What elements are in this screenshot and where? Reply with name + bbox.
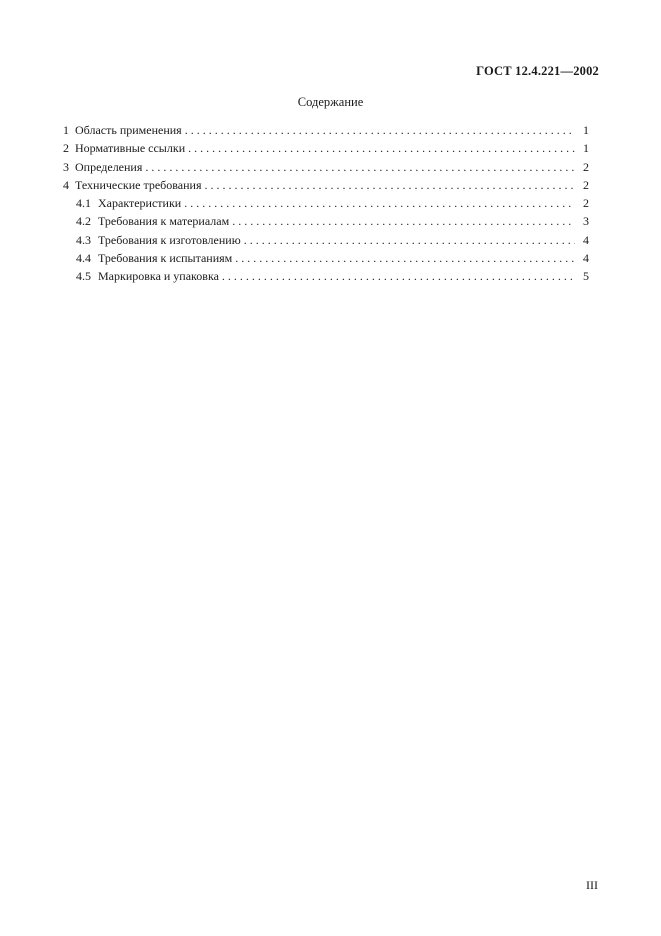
document-code: ГОСТ 12.4.221—2002 [476, 64, 599, 78]
table-of-contents [63, 121, 589, 286]
toc-entry-number: 4.3 [76, 232, 91, 247]
toc-entry-label: Требования к материалам [98, 214, 230, 229]
toc-dot-leader [235, 249, 575, 267]
toc-entry-page: 3 [583, 214, 589, 229]
toc-entry-4-4[interactable] [63, 249, 589, 267]
toc-dot-leader [188, 139, 575, 157]
toc-dot-leader [184, 194, 575, 212]
toc-dot-leader [145, 158, 575, 176]
toc-entry-number: 4.5 [76, 269, 91, 284]
toc-entry-number: 1 [63, 123, 69, 137]
toc-entry-label: Определения [75, 159, 143, 174]
toc-dot-leader [204, 176, 575, 194]
toc-entry-number: 4 [63, 177, 69, 192]
toc-entry-page: 2 [583, 177, 589, 192]
toc-entry-2[interactable] [63, 139, 589, 157]
toc-entry-label: Область применения [75, 123, 182, 137]
toc-entry-label: Маркировка и упаковка [98, 269, 219, 284]
toc-entry-number: 4.4 [76, 251, 91, 266]
toc-entry-4-2[interactable] [63, 212, 589, 230]
toc-entry-1[interactable] [63, 121, 589, 139]
toc-entry-4-1[interactable] [63, 194, 589, 212]
toc-entry-4[interactable] [63, 176, 589, 194]
toc-entry-4-3[interactable] [63, 231, 589, 249]
toc-entry-3[interactable] [63, 158, 589, 176]
toc-entry-number: 2 [63, 141, 69, 156]
toc-dot-leader [185, 121, 575, 139]
toc-entry-page: 2 [583, 196, 589, 211]
toc-entry-number: 3 [63, 159, 69, 174]
toc-dot-leader [244, 231, 575, 249]
toc-entry-label: Требования к испытаниям [98, 251, 233, 266]
toc-entry-number: 4.1 [76, 196, 91, 211]
toc-entry-page: 4 [583, 251, 589, 266]
page-number: III [586, 878, 598, 892]
toc-dot-leader [222, 267, 575, 285]
toc-title: Содержание [297, 95, 364, 109]
toc-entry-label: Требования к изготовлению [98, 232, 241, 247]
toc-entry-4-5[interactable] [63, 267, 589, 285]
toc-entry-page: 5 [583, 269, 589, 284]
toc-entry-number: 4.2 [76, 214, 91, 229]
toc-entry-page: 1 [583, 123, 589, 137]
toc-entry-label: Нормативные ссылки [75, 141, 186, 156]
toc-entry-label: Технические требования [75, 177, 202, 192]
toc-dot-leader [232, 212, 575, 230]
toc-entry-page: 4 [583, 232, 589, 247]
toc-entry-page: 1 [583, 141, 589, 156]
toc-entry-label: Характеристики [98, 196, 182, 211]
toc-entry-page: 2 [583, 159, 589, 174]
